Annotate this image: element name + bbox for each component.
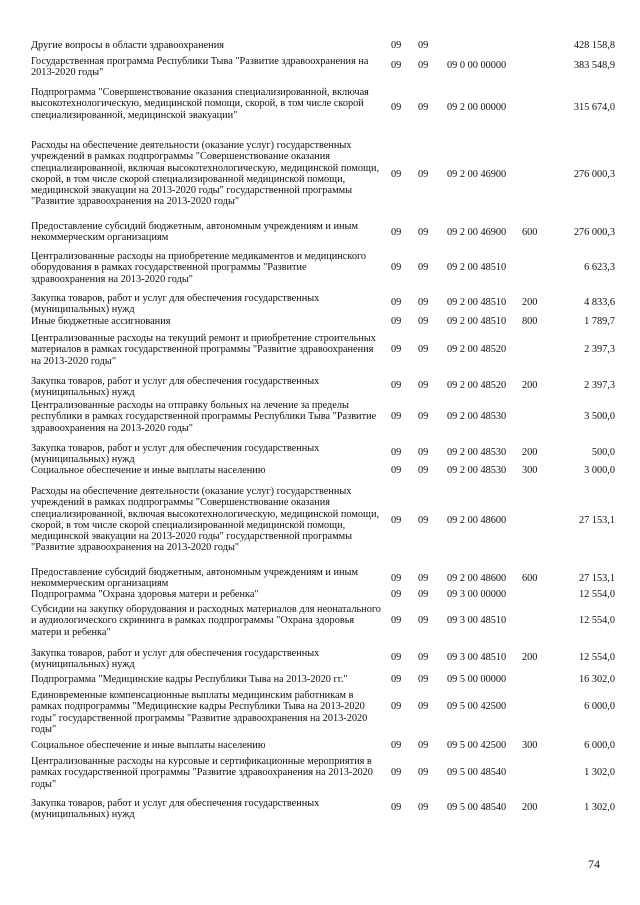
section-code: 09 [391,102,402,113]
section-code: 09 [391,344,402,355]
row-name: Централизованные расходы на курсовые и сертификационные мероприятия в рамках государственной программы "Развитие здравоохранения на 2013-2020 годы" [31,756,373,790]
row-name: Расходы на обеспечение деятельности (оказание услуг) государственных учреждений в рамках подпрограммы "Совершенствование оказания специализированной, включая высокотехнологическую, медицинской помощи, скорой, в том числе скорой специализированной медицинской помощи, медицинской эвакуации на 2013-2020 годы" государственной программы "Развитие здравоохранения на 2013-2020 годы" [31,486,380,554]
subsection-code: 09 [418,701,429,712]
subsection-code: 09 [418,380,429,391]
target-article-code: 09 2 00 48520 [447,380,507,391]
target-article-code: 09 2 00 48510 [447,297,507,308]
expense-type-code: 300 [522,465,538,476]
expense-type-code: 600 [522,573,538,584]
row-name: Социальное обеспечение и иные выплаты населению [31,465,266,476]
row-name: Централизованные расходы на приобретение медикаментов и медицинского оборудования в рамках государственной программы "Развитие здравоохранения на 2013-2020 годы" [31,251,367,285]
target-article-code: 09 2 00 48510 [447,262,507,273]
amount-value: 276 000,3 [573,169,615,180]
amount-value: 383 548,9 [573,60,615,71]
section-code: 09 [391,573,402,584]
amount-value: 16 302,0 [578,674,615,685]
target-article-code: 09 2 00 48510 [447,316,507,327]
target-article-code: 09 2 00 48520 [447,344,507,355]
amount-value: 500,0 [591,447,615,458]
section-code: 09 [391,447,402,458]
row-name: Подпрограмма "Охрана здоровья матери и ребенка" [31,589,259,600]
target-article-code: 09 5 00 48540 [447,767,507,778]
page-number: 74 [588,857,600,871]
section-code: 09 [391,802,402,813]
amount-value: 27 153,1 [578,515,615,526]
amount-value: 6 000,0 [584,740,615,751]
section-code: 09 [391,674,402,685]
row-name: Субсидии на закупку оборудования и расходных материалов для неонатального и аудиологического скрининга в рамках подпрограммы "Охрана здоровья матери и ребенка" [31,604,381,638]
section-code: 09 [391,465,402,476]
row-name: Государственная программа Республики Тыва "Развитие здравоохранения на 2013-2020 годы" [31,56,369,79]
row-name: Закупка товаров, работ и услуг для обеспечения государственных (муниципальных) нужд [31,376,320,399]
subsection-code: 09 [418,40,429,51]
target-article-code: 09 2 00 48530 [447,411,507,422]
amount-value: 12 554,0 [578,589,615,600]
amount-value: 315 674,0 [573,102,615,113]
subsection-code: 09 [418,411,429,422]
row-name: Централизованные расходы на отправку больных на лечение за пределы республики в рамках государственной программы Республики Тыва "Развитие здравоохранения на 2013-2020 годы" [31,400,377,434]
section-code: 09 [391,652,402,663]
expense-type-code: 200 [522,652,538,663]
subsection-code: 09 [418,227,429,238]
row-name: Единовременные компенсационные выплаты медицинским работникам в рамках подпрограммы "Медицинские кадры Республики Тыва на 2013-2020 годы" государственной программы "Развитие здравоохранения на 2013-2020 годы" [31,690,368,735]
amount-value: 428 158,8 [573,40,615,51]
subsection-code: 09 [418,802,429,813]
amount-value: 1 302,0 [584,767,615,778]
subsection-code: 09 [418,615,429,626]
row-name: Предоставление субсидий бюджетным, автономным учреждениям и иным некоммерческим организациям [31,221,358,244]
subsection-code: 09 [418,297,429,308]
target-article-code: 09 0 00 00000 [447,60,507,71]
row-name: Закупка товаров, работ и услуг для обеспечения государственных (муниципальных) нужд [31,798,320,821]
target-article-code: 09 2 00 48530 [447,465,507,476]
row-name: Закупка товаров, работ и услуг для обеспечения государственных (муниципальных) нужд [31,443,320,466]
target-article-code: 09 5 00 42500 [447,740,507,751]
section-code: 09 [391,701,402,712]
target-article-code: 09 5 00 00000 [447,674,507,685]
row-name: Подпрограмма "Медицинские кадры Республики Тыва на 2013-2020 гг." [31,674,348,685]
expense-type-code: 600 [522,227,538,238]
subsection-code: 09 [418,344,429,355]
section-code: 09 [391,297,402,308]
section-code: 09 [391,515,402,526]
expense-type-code: 200 [522,380,538,391]
target-article-code: 09 5 00 48540 [447,802,507,813]
subsection-code: 09 [418,767,429,778]
amount-value: 1 302,0 [584,802,615,813]
subsection-code: 09 [418,465,429,476]
section-code: 09 [391,589,402,600]
row-name: Централизованные расходы на текущий ремонт и приобретение строительных материалов в рамках государственной программы "Развитие здравоохранения на 2013-2020 годы" [31,333,376,367]
expense-type-code: 300 [522,740,538,751]
target-article-code: 09 2 00 48600 [447,515,507,526]
expense-type-code: 200 [522,297,538,308]
subsection-code: 09 [418,102,429,113]
row-name: Предоставление субсидий бюджетным, автономным учреждениям и иным некоммерческим организациям [31,567,358,590]
subsection-code: 09 [418,316,429,327]
section-code: 09 [391,60,402,71]
amount-value: 27 153,1 [578,573,615,584]
target-article-code: 09 3 00 48510 [447,615,507,626]
section-code: 09 [391,767,402,778]
amount-value: 6 623,3 [584,262,615,273]
subsection-code: 09 [418,674,429,685]
amount-value: 12 554,0 [578,615,615,626]
section-code: 09 [391,411,402,422]
section-code: 09 [391,316,402,327]
row-name: Иные бюджетные ассигнования [31,316,171,327]
subsection-code: 09 [418,169,429,180]
target-article-code: 09 2 00 46900 [447,169,507,180]
amount-value: 3 500,0 [584,411,615,422]
row-name: Закупка товаров, работ и услуг для обеспечения государственных (муниципальных) нужд [31,648,320,671]
amount-value: 3 000,0 [584,465,615,476]
target-article-code: 09 3 00 48510 [447,652,507,663]
subsection-code: 09 [418,515,429,526]
target-article-code: 09 5 00 42500 [447,701,507,712]
amount-value: 2 397,3 [584,380,615,391]
amount-value: 4 833,6 [584,297,615,308]
target-article-code: 09 3 00 00000 [447,589,507,600]
section-code: 09 [391,380,402,391]
subsection-code: 09 [418,573,429,584]
row-name: Расходы на обеспечение деятельности (оказание услуг) государственных учреждений в рамках подпрограммы "Совершенствование оказания специализированной, включая высокотехнологическую, медицинской помощи, скорой, в том числе скорой специализированной медицинской помощи, медицинской эвакуации на 2013-2020 годы" государственной программы "Развитие здравоохранения на 2013-2020 годы" [31,140,380,208]
row-name: Социальное обеспечение и иные выплаты населению [31,740,266,751]
section-code: 09 [391,227,402,238]
subsection-code: 09 [418,740,429,751]
target-article-code: 09 2 00 48530 [447,447,507,458]
target-article-code: 09 2 00 00000 [447,102,507,113]
section-code: 09 [391,615,402,626]
row-name: Подпрограмма "Совершенствование оказания специализированной, включая высокотехнологическую, медицинской помощи, скорой, в том числе скорой специализированной, медицинской эвакуации" [31,87,369,121]
amount-value: 2 397,3 [584,344,615,355]
row-name: Другие вопросы в области здравоохранения [31,40,224,51]
section-code: 09 [391,40,402,51]
section-code: 09 [391,740,402,751]
section-code: 09 [391,262,402,273]
amount-value: 1 789,7 [584,316,615,327]
section-code: 09 [391,169,402,180]
target-article-code: 09 2 00 46900 [447,227,507,238]
subsection-code: 09 [418,652,429,663]
expense-type-code: 200 [522,447,538,458]
row-name: Закупка товаров, работ и услуг для обеспечения государственных (муниципальных) нужд [31,293,320,316]
subsection-code: 09 [418,589,429,600]
expense-type-code: 200 [522,802,538,813]
amount-value: 276 000,3 [573,227,615,238]
subsection-code: 09 [418,262,429,273]
subsection-code: 09 [418,60,429,71]
amount-value: 12 554,0 [578,652,615,663]
amount-value: 6 000,0 [584,701,615,712]
expense-type-code: 800 [522,316,538,327]
subsection-code: 09 [418,447,429,458]
target-article-code: 09 2 00 48600 [447,573,507,584]
